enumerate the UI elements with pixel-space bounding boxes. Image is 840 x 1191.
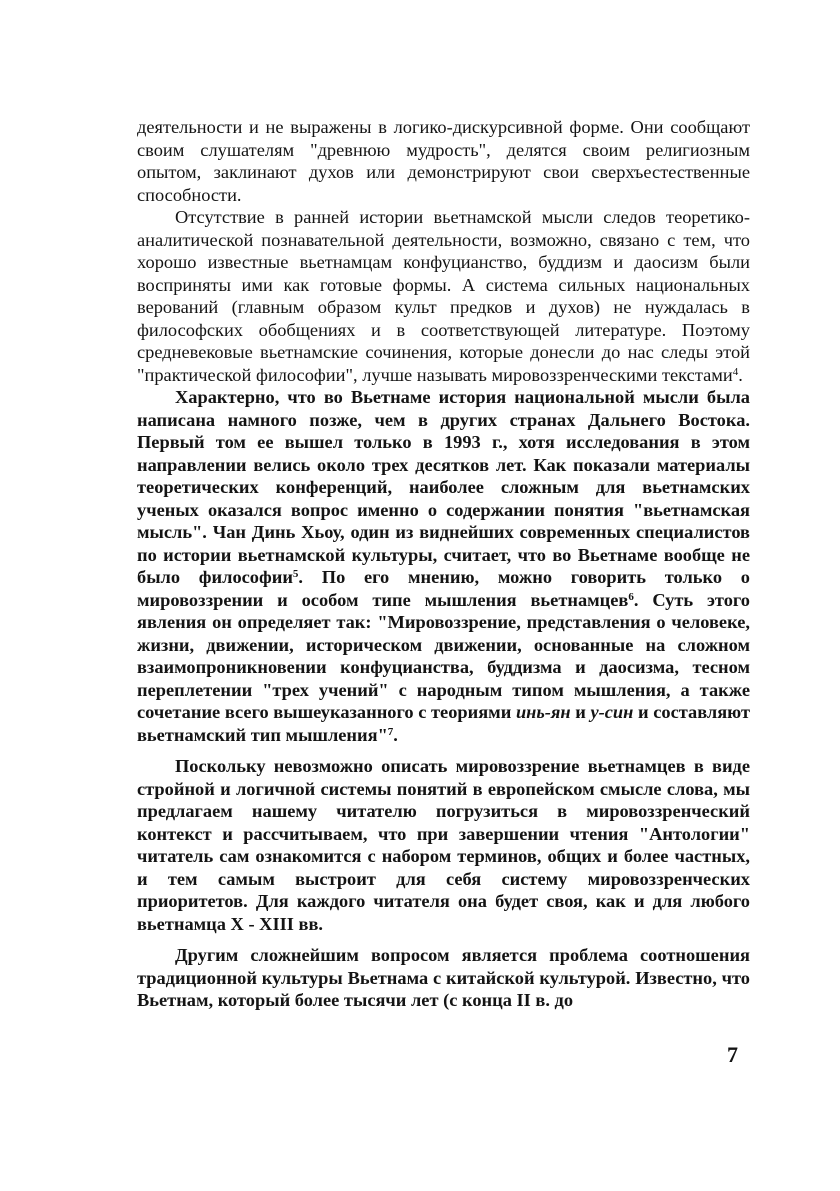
footnote-ref-4: 4 [732, 365, 739, 378]
paragraph-2-text: Отсутствие в ранней истории вьетнамской мысли следов теоретико-аналитической познавательной деятельности, возможно, связано с тем, что хорошо известные вьетнамцам конфуцианство, буддизм и даосизм были восприняты ими как готовые формы. А система сильных национальных верований (главным образом культ предков и духов) не нуждалась в философских обобщениях и в соответствующей литературе. Поэтому средневековые вьетнамские сочинения, которые донесли до нас следы этой "практической философии", лучше называть мировоззренческими текстами [137, 207, 750, 385]
paragraph-3-end: и составляют вьетнамский тип мышления" [137, 702, 750, 745]
page-number: 7 [727, 1042, 738, 1067]
paragraph-1: деятельности и не выражены в логико-дискурсивной форме. Они сообщают своим слушателям "древнюю мудрость", делятся своим религиозным опытом, заклинают духов или демонстрируют свои сверхъестественные способности. [137, 117, 750, 205]
paragraph-2 [137, 206, 750, 386]
paragraph-3-period: . [393, 724, 398, 745]
footnote-ref-5: 5 [292, 568, 299, 580]
paragraph-2-end: . [738, 364, 743, 385]
footnote-ref-6: 6 [628, 590, 634, 603]
paragraph-3 [137, 386, 750, 746]
footnote-ref-7: 7 [387, 725, 394, 738]
paragraph-3-text: Характерно, что во Вьетнаме история национальной мысли была написана намного позже, чем в других странах Дальнего Востока. Первый том ее вышел только в 1993 г., хотя исследования в этом направлении велись около трех десятков лет. Как показали материалы теоретических конференций, наиболее сложным для вьетнамских ученых оказался вопрос именно о содержании понятия "вьетнамская мысль". Чан Динь Хьоу, один из виднейших современных специалистов по истории вьетнамской культуры, считает, что во Вьетнаме вообще не было философии [137, 387, 750, 587]
paragraph-5: Другим сложнейшим вопросом является проблема соотношения традиционной культуры Вьетнама с китайской культурой. Известно, что Вьетнам, который более тысячи лет (с конца II в. до [137, 945, 750, 1010]
paragraph-3-middle: . По его мнению, можно говорить только о мировоззрении и особом типе мышления вьетнамцев [137, 567, 750, 610]
term-wu-xing: у-син [590, 702, 634, 722]
paragraph-4: Поскольку невозможно описать мировоззрение вьетнамцев в виде стройной и логичной системы понятий в европейском смысле слова, мы предлагаем нашему читателю погрузиться в мировоззренческий контекст и рассчитываем, что при завершении чтения "Антологии" читатель сам ознакомится с набором терминов, общих и более частных, и тем самым выстроит для себя систему мировоззренческих приоритетов. Для каждого читателя она будет своя, как и для любого вьетнамца X - XIII вв. [137, 756, 750, 934]
conjunction-and: и [570, 702, 591, 722]
term-yin-yang: инь-ян [515, 702, 571, 722]
paragraph-3-quote: . Суть этого явления он определяет так: "Мировоззрение, представления о человеке, жизни, движении, историческом движении, основанные на сложном взаимопроникновении конфуцианства, буддизма и даосизма, тесном переплетении "трех учений" с народным типом мышления, а также сочетание всего вышеуказанного с теориями [137, 589, 751, 722]
body-text [137, 116, 750, 1012]
